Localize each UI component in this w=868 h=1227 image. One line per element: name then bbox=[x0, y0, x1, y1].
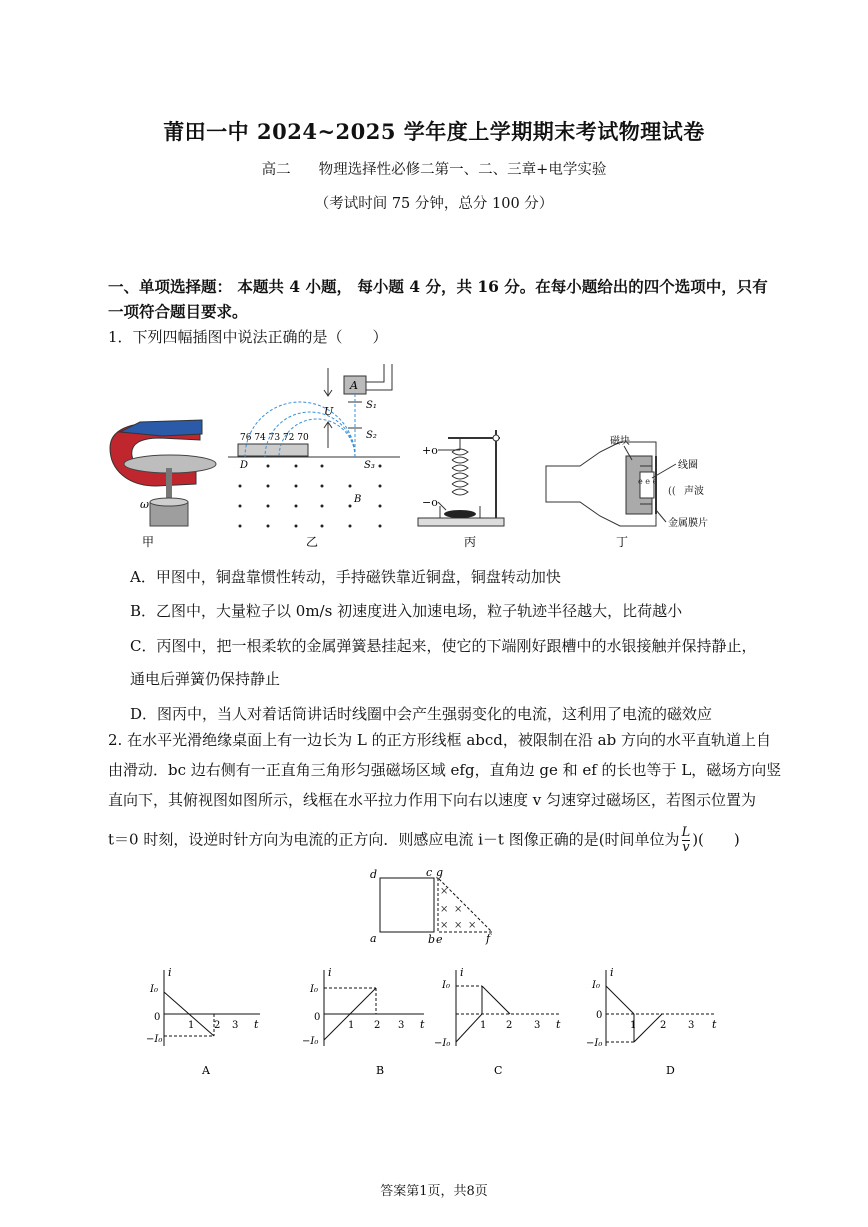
graph-b bbox=[302, 966, 425, 1077]
graph-b-label: B bbox=[376, 1064, 385, 1077]
graph-c-label: C bbox=[494, 1064, 503, 1077]
graph-a-i-label: i bbox=[168, 966, 172, 979]
section-heading: 一、单项选择题： 本题共 4 小题， 每小题 4 分，共 16 分。在每小题给出的四个选项中，只有一项符合题目要求。 bbox=[108, 277, 768, 321]
graph-d-t-label: t bbox=[712, 1018, 717, 1031]
frame-label-e: e bbox=[436, 933, 443, 946]
fig-label-bing: 丙 bbox=[464, 535, 477, 549]
grade-label: 高二 bbox=[261, 162, 291, 178]
graph-d-t3: 3 bbox=[688, 1020, 695, 1031]
figure-jia bbox=[110, 420, 216, 549]
q1-figures bbox=[100, 360, 740, 555]
graph-a-t1: 1 bbox=[188, 1020, 195, 1031]
plus-terminal: +o bbox=[422, 444, 438, 457]
q1-option-b: B．乙图中，大量粒子以 0m/s 初速度进入加速电场，粒子轨迹半径越大，比荷越小 bbox=[130, 602, 683, 620]
q2-line4-text: t＝0 时刻，设逆时针方向为电流的正方向．则感应电流 i－t 图像正确的是(时间单位为 bbox=[108, 830, 680, 849]
label-U: U bbox=[324, 405, 334, 418]
graph-a-label: A bbox=[202, 1064, 210, 1077]
graph-d-label: D bbox=[666, 1064, 675, 1077]
fig-label-jia: 甲 bbox=[142, 535, 155, 549]
figure-yi bbox=[228, 364, 400, 549]
q2-frame-diagram bbox=[366, 864, 502, 946]
graph-c-i-label: i bbox=[460, 966, 464, 979]
svg-text:((: (( bbox=[668, 486, 676, 497]
label-S1: S₁ bbox=[366, 400, 377, 411]
graph-d-I0: I₀ bbox=[592, 980, 600, 991]
graph-d-i-label: i bbox=[610, 966, 614, 979]
frame-label-b: b bbox=[428, 933, 436, 946]
graph-a-negI0: −I₀ bbox=[146, 1034, 163, 1045]
figure-ding bbox=[546, 434, 708, 549]
ticks-label: 76 74 73 72 70 bbox=[240, 433, 309, 443]
graph-d-zero: 0 bbox=[596, 1010, 603, 1021]
graph-d-t2: 2 bbox=[660, 1020, 667, 1031]
q2-graphs bbox=[140, 964, 740, 1079]
graph-a-zero: 0 bbox=[154, 1012, 161, 1023]
svg-text:×: × bbox=[440, 920, 449, 931]
magnet-label: 磁块 bbox=[610, 436, 630, 447]
graph-b-t3: 3 bbox=[398, 1020, 405, 1031]
svg-text:×: × bbox=[440, 904, 449, 915]
frame-label-g: g bbox=[436, 866, 444, 879]
graph-a bbox=[146, 966, 260, 1077]
q2-line2: 由滑动．bc 边右侧有一正直角三角形匀强磁场区域 efg，直角边 ge 和 ef 的长也等于 L，磁场方向竖 bbox=[108, 761, 782, 779]
graph-c-t-label: t bbox=[556, 1018, 561, 1031]
label-B: B bbox=[354, 494, 362, 505]
page-footer: 答案第1页，共8页 bbox=[380, 1184, 488, 1199]
q2-line3: 直向下，其俯视图如图所示，线框在水平拉力作用下向右以速度 v 匀速穿过磁场区，若图示位置为 bbox=[108, 791, 757, 809]
page-title: 莆田一中 2024~2025 学年度上学期期末考试物理试卷 bbox=[163, 119, 705, 144]
graph-d bbox=[586, 966, 717, 1077]
scope-label: 物理选择性必修二第一、二、三章+电学实验 bbox=[318, 162, 607, 178]
graph-c bbox=[434, 966, 561, 1077]
fig-label-ding: 丁 bbox=[616, 535, 629, 549]
label-S3: S₃ bbox=[364, 460, 375, 471]
fig-label-yi: 乙 bbox=[306, 535, 319, 549]
graph-d-negI0: −I₀ bbox=[586, 1038, 603, 1049]
minus-terminal: −o bbox=[422, 496, 438, 509]
q1-option-d: D．图丙中，当人对着话筒讲话时线圈中会产生强弱变化的电流，这利用了电流的磁效应 bbox=[130, 705, 713, 723]
graph-a-I0: I₀ bbox=[150, 984, 158, 995]
frame-label-a: a bbox=[370, 932, 377, 945]
q1-option-c-cont: 通电后弹簧仍保持静止 bbox=[130, 670, 281, 688]
subtitle-line bbox=[0, 158, 868, 179]
svg-text:×: × bbox=[468, 920, 477, 931]
graph-b-t1: 1 bbox=[348, 1020, 355, 1031]
svg-text:×: × bbox=[440, 886, 449, 897]
q1-option-c: C．丙图中，把一根柔软的金属弹簧悬挂起来，使它的下端刚好跟槽中的水银接触并保持静止， bbox=[130, 637, 757, 655]
q2-line1: 2. 在水平光滑绝缘桌面上有一边长为 L 的正方形线框 abcd，被限制在沿 ab 方向的水平直轨道上自 bbox=[108, 731, 771, 749]
graph-d-t1: 1 bbox=[630, 1020, 637, 1031]
graph-b-t2: 2 bbox=[374, 1020, 381, 1031]
frame-label-c: c bbox=[426, 866, 433, 879]
frame-label-f: f bbox=[486, 932, 491, 945]
graph-c-negI0: −I₀ bbox=[434, 1038, 451, 1049]
q2-line4 bbox=[108, 826, 740, 855]
svg-text:e e e: e e e bbox=[638, 477, 658, 486]
omega-label: ω bbox=[140, 498, 149, 511]
label-D: D bbox=[240, 460, 249, 471]
svg-text:×: × bbox=[454, 904, 463, 915]
graph-b-i-label: i bbox=[328, 966, 332, 979]
frame-label-d: d bbox=[370, 868, 378, 881]
q1-option-a: A．甲图中，铜盘靠惯性转动，手持磁铁靠近铜盘，铜盘转动加快 bbox=[130, 568, 561, 586]
graph-b-I0: I₀ bbox=[310, 984, 318, 995]
film-label: 金属膜片 bbox=[668, 518, 708, 529]
q2-line4-end: )( ) bbox=[692, 830, 740, 849]
q1-stem: 1．下列四幅插图中说法正确的是（ ） bbox=[108, 328, 388, 346]
graph-c-I0: I₀ bbox=[442, 980, 450, 991]
graph-a-t-label: t bbox=[254, 1018, 259, 1031]
svg-text:×: × bbox=[454, 920, 463, 931]
graph-b-negI0: −I₀ bbox=[302, 1036, 319, 1047]
frac-numerator: L bbox=[681, 825, 691, 840]
label-A: A bbox=[350, 379, 358, 392]
graph-c-t2: 2 bbox=[506, 1020, 513, 1031]
graph-b-t-label: t bbox=[420, 1018, 425, 1031]
label-S2: S₂ bbox=[366, 430, 377, 441]
exam-time-note: （考试时间 75 分钟，总分 100 分） bbox=[314, 196, 554, 212]
graph-b-zero: 0 bbox=[314, 1012, 321, 1023]
sound-label: 声波 bbox=[684, 486, 704, 497]
coil-label: 线圈 bbox=[678, 460, 698, 471]
frac-denominator: v bbox=[682, 840, 690, 855]
graph-c-t3: 3 bbox=[534, 1020, 541, 1031]
figure-bing bbox=[418, 430, 504, 549]
graph-a-t2: 2 bbox=[214, 1020, 221, 1031]
graph-a-t3: 3 bbox=[232, 1020, 239, 1031]
graph-c-t1: 1 bbox=[480, 1020, 487, 1031]
